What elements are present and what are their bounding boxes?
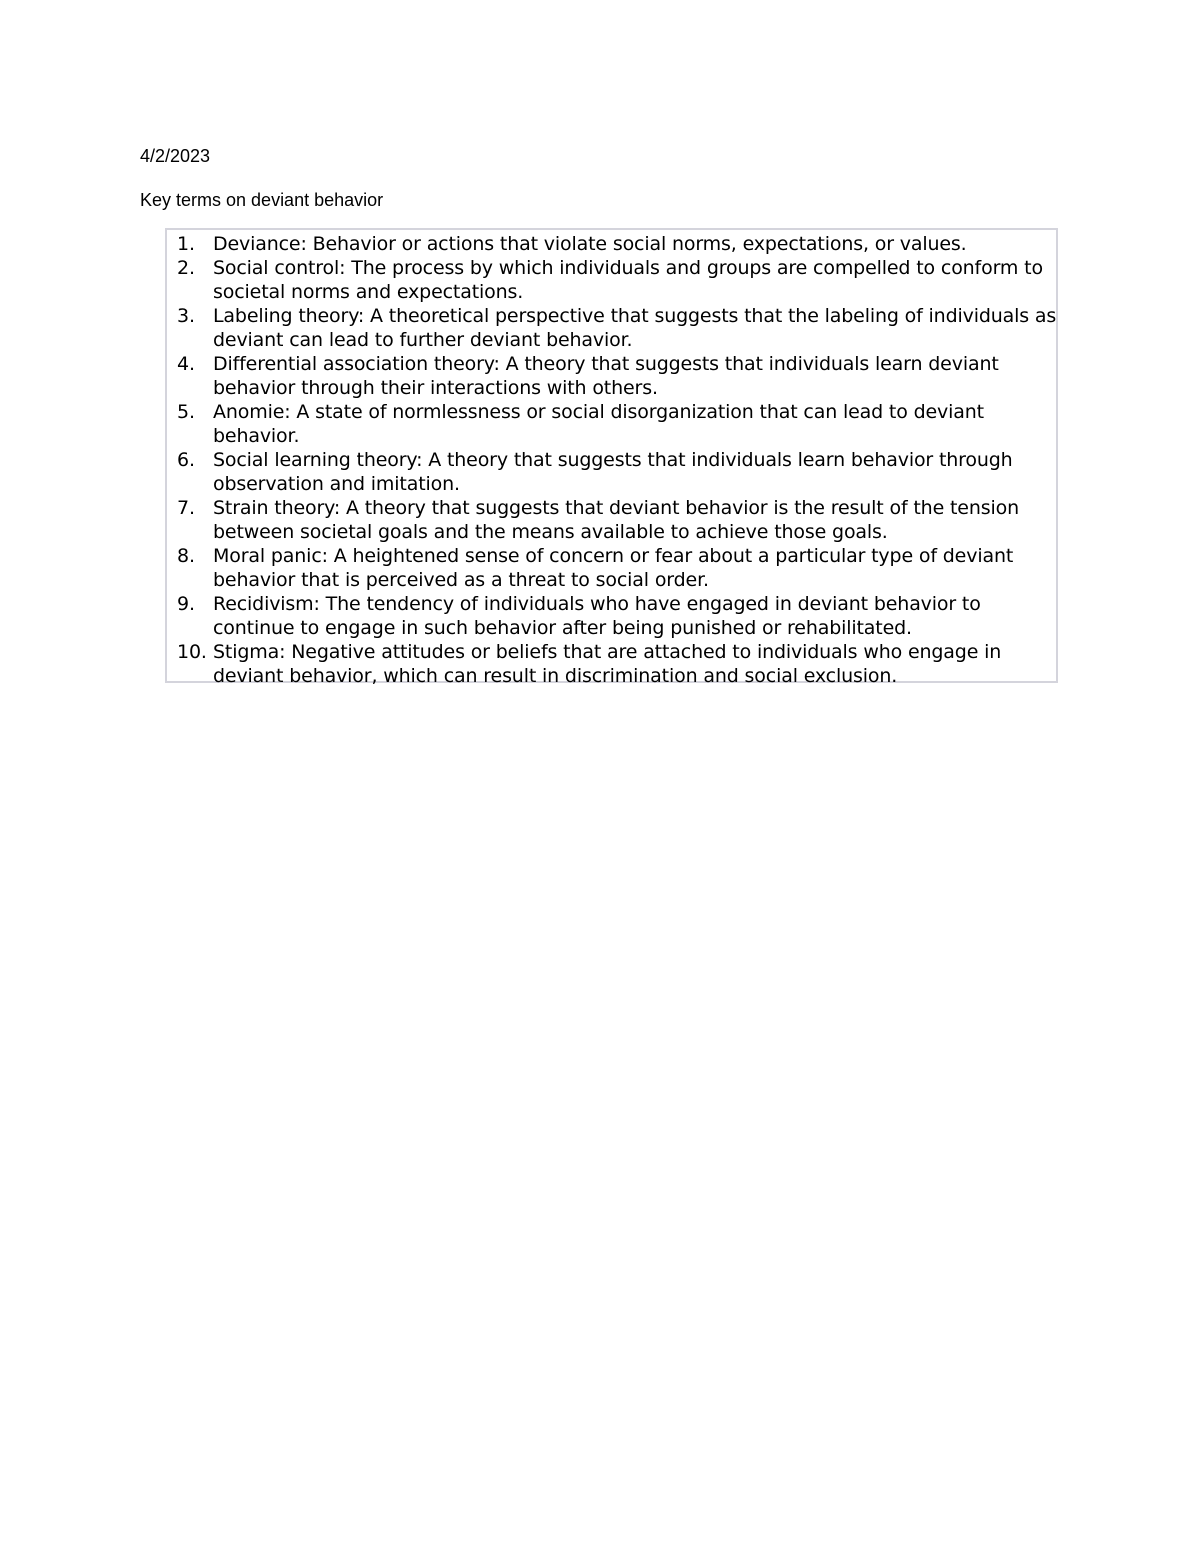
list-item xyxy=(177,352,1057,400)
list-item-text: Social control: The process by which individuals and groups are compelled to conform to societal norms and expectations. xyxy=(213,257,1043,303)
list-item-number: 2. xyxy=(177,257,195,279)
list-item-text: Strain theory: A theory that suggests that deviant behavior is the result of the tension between societal goals and the means available to achieve those goals. xyxy=(213,497,1019,543)
list-item xyxy=(177,640,1057,688)
list-item-text: Differential association theory: A theory that suggests that individuals learn deviant behavior through their interactions with others. xyxy=(213,353,999,399)
list-item-number: 5. xyxy=(177,401,195,423)
list-item xyxy=(177,400,1057,448)
list-item-number: 3. xyxy=(177,305,195,327)
list-item-text: Recidivism: The tendency of individuals who have engaged in deviant behavior to continue to engage in such behavior after being punished or rehabilitated. xyxy=(213,593,981,639)
list-item-text: Labeling theory: A theoretical perspective that suggests that the labeling of individuals as deviant can lead to further deviant behavior. xyxy=(213,305,1057,351)
terms-list xyxy=(177,232,1057,688)
list-item-text: Deviance: Behavior or actions that violate social norms, expectations, or values. xyxy=(213,233,967,255)
list-item-number: 6. xyxy=(177,449,195,471)
list-item xyxy=(177,544,1057,592)
list-item-number: 1. xyxy=(177,233,195,255)
document-title: Key terms on deviant behavior xyxy=(140,190,384,210)
list-item-text: Moral panic: A heightened sense of concern or fear about a particular type of deviant behavior that is perceived as a threat to social order. xyxy=(213,545,1014,591)
list-item xyxy=(177,448,1057,496)
list-item-text: Anomie: A state of normlessness or social disorganization that can lead to deviant behavior. xyxy=(213,401,984,447)
list-item-number: 7. xyxy=(177,497,195,519)
list-item xyxy=(177,304,1057,352)
list-item-text: Social learning theory: A theory that suggests that individuals learn behavior through observation and imitation. xyxy=(213,449,1013,495)
document-date: 4/2/2023 xyxy=(140,146,211,166)
terms-list-box xyxy=(165,228,1058,687)
list-item xyxy=(177,232,1057,256)
list-item-number: 4. xyxy=(177,353,195,375)
list-item-number: 10. xyxy=(177,641,207,663)
list-item xyxy=(177,256,1057,304)
list-item-number: 9. xyxy=(177,593,195,615)
list-item xyxy=(177,592,1057,640)
list-item xyxy=(177,496,1057,544)
list-item-number: 8. xyxy=(177,545,195,567)
list-item-text: Stigma: Negative attitudes or beliefs that are attached to individuals who engage in deviant behavior, which can result in discrimination and social exclusion. xyxy=(213,641,1002,687)
